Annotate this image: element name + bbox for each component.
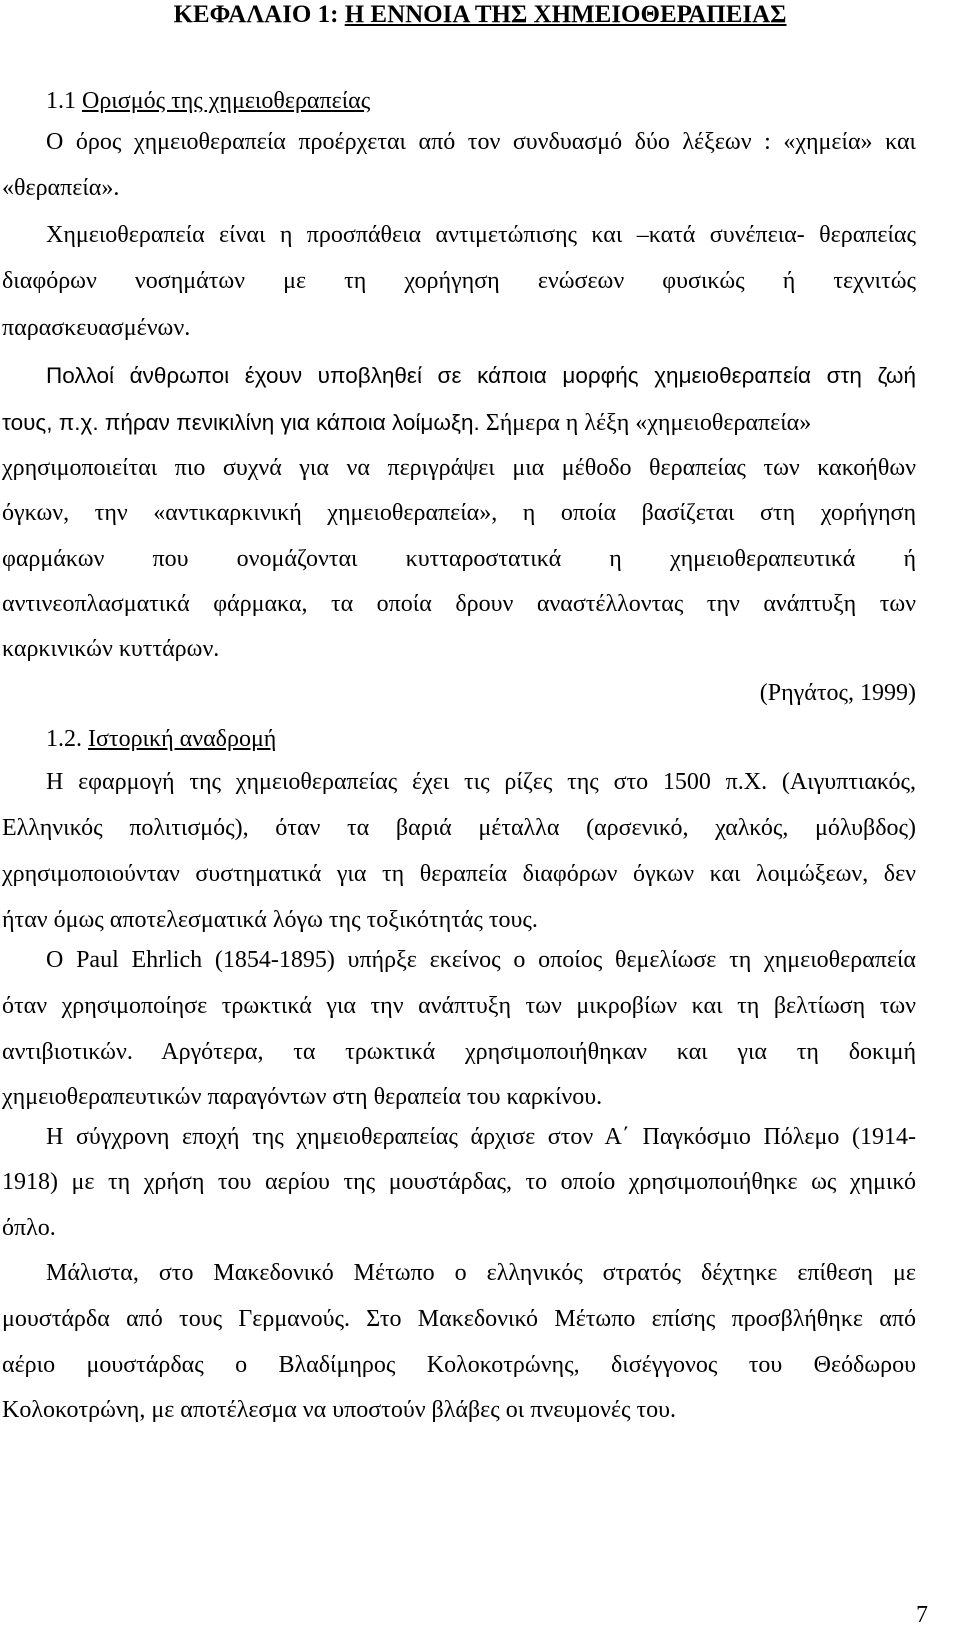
paragraph-line: αέριο μουστάρδας ο Βλαδίμηρος Κολοκοτρώνης, δισέγγονος του Θεόδωρου bbox=[2, 1352, 916, 1378]
section-title: Ιστορική αναδρομή bbox=[88, 726, 277, 752]
citation: (Ρηγάτος, 1999) bbox=[759, 680, 916, 706]
paragraph-line: όταν χρησιμοποίησε τρωκτικά για την ανάπτυξη των μικροβίων και τη βελτίωση των bbox=[2, 993, 916, 1019]
paragraph-line: Η σύγχρονη εποχή της χημειοθεραπείας άρχισε στον Α΄ Παγκόσμιο Πόλεμο (1914- bbox=[46, 1124, 916, 1150]
paragraph-line: 1918) με τη χρήση του αερίου της μουστάρδας, το οποίο χρησιμοποιήθηκε ως χημικό bbox=[2, 1169, 916, 1195]
paragraph-line: Πολλοί άνθρωποι έχουν υποβληθεί σε κάποια μορφής χημειοθεραπεία στη ζωή bbox=[46, 363, 916, 388]
paragraph-line: Ο Paul Ehrlich (1854-1895) υπήρξε εκείνος ο οποίος θεμελίωσε τη χημειοθεραπεία bbox=[46, 947, 916, 973]
paragraph-line-mixed bbox=[2, 408, 811, 438]
paragraph-line: μουστάρδα από τους Γερμανούς. Στο Μακεδονικό Μέτωπο επίσης προσβλήθηκε από bbox=[2, 1306, 916, 1332]
paragraph-line: «θεραπεία». bbox=[2, 175, 120, 201]
paragraph-line: αντινεοπλασματικά φάρμακα, τα οποία δρουν αναστέλλοντας την ανάπτυξη των bbox=[2, 591, 916, 617]
paragraph-line: αντιβιοτικών. Αργότερα, τα τρωκτικά χρησιμοποιήθηκαν και για τη δοκιμή bbox=[2, 1039, 916, 1065]
chapter-heading bbox=[0, 0, 960, 30]
paragraph-line: χρησιμοποιούνταν συστηματικά για τη θεραπεία διαφόρων όγκων και λοιμώξεων, δεν bbox=[2, 861, 916, 887]
page-number: 7 bbox=[916, 1602, 928, 1628]
section-number: 1.1 bbox=[46, 88, 82, 114]
paragraph-line: Χημειοθεραπεία είναι η προσπάθεια αντιμετώπισης και –κατά συνέπεια- θεραπείας bbox=[46, 222, 916, 248]
section-1-2-heading bbox=[46, 724, 276, 754]
paragraph-line: χημειοθεραπευτικών παραγόντων στη θεραπεία του καρκίνου. bbox=[2, 1084, 603, 1110]
paragraph-line: φαρμάκων που ονομάζονται κυτταροστατικά η χημειοθεραπευτικά ή bbox=[2, 546, 916, 572]
chapter-prefix: ΚΕΦΑΛΑΙΟ 1: bbox=[173, 1, 345, 28]
paragraph-line: όγκων, την «αντικαρκινική χημειοθεραπεία», η οποία βασίζεται στη χορήγηση bbox=[2, 500, 916, 526]
paragraph-line: ήταν όμως αποτελεσματικά λόγω της τοξικότητάς τους. bbox=[2, 907, 538, 933]
sans-text: τους, π.χ. πήραν πενικιλίνη για κάποια λοίμωξη. bbox=[2, 410, 480, 435]
paragraph-line: Ο όρος χημειοθεραπεία προέρχεται από τον συνδυασμό δύο λέξεων : «χημεία» και bbox=[46, 129, 916, 155]
paragraph-line: χρησιμοποιείται πιο συχνά για να περιγράψει μια μέθοδο θεραπείας των κακοήθων bbox=[2, 455, 916, 481]
paragraph-line: Ελληνικός πολιτισμός), όταν τα βαριά μέταλλα (αρσενικό, χαλκός, μόλυβδος) bbox=[2, 815, 916, 841]
section-1-1-heading bbox=[46, 86, 370, 116]
paragraph-line: καρκινικών κυττάρων. bbox=[2, 636, 220, 662]
paragraph-line: Η εφαρμογή της χημειοθεραπείας έχει τις ρίζες της στο 1500 π.Χ. (Αιγυπτιακός, bbox=[46, 769, 916, 795]
paragraph-line: Μάλιστα, στο Μακεδονικό Μέτωπο ο ελληνικός στρατός δέχτηκε επίθεση με bbox=[46, 1260, 916, 1286]
chapter-title: Η ΕΝΝΟΙΑ ΤΗΣ ΧΗΜΕΙΟΘΕΡΑΠΕΙΑΣ bbox=[344, 1, 787, 28]
section-title: Ορισμός της χημειοθεραπείας bbox=[82, 88, 371, 114]
paragraph-line: διαφόρων νοσημάτων με τη χορήγηση ενώσεων φυσικώς ή τεχνιτώς bbox=[2, 268, 916, 294]
paragraph-line: όπλο. bbox=[2, 1215, 56, 1241]
paragraph-line: παρασκευασμένων. bbox=[2, 315, 191, 341]
section-number: 1.2. bbox=[46, 726, 88, 752]
serif-text: Σήμερα η λέξη «χημειοθεραπεία» bbox=[479, 410, 812, 436]
paragraph-line: Κολοκοτρώνη, με αποτέλεσμα να υποστούν βλάβες οι πνευμονές του. bbox=[2, 1397, 676, 1423]
